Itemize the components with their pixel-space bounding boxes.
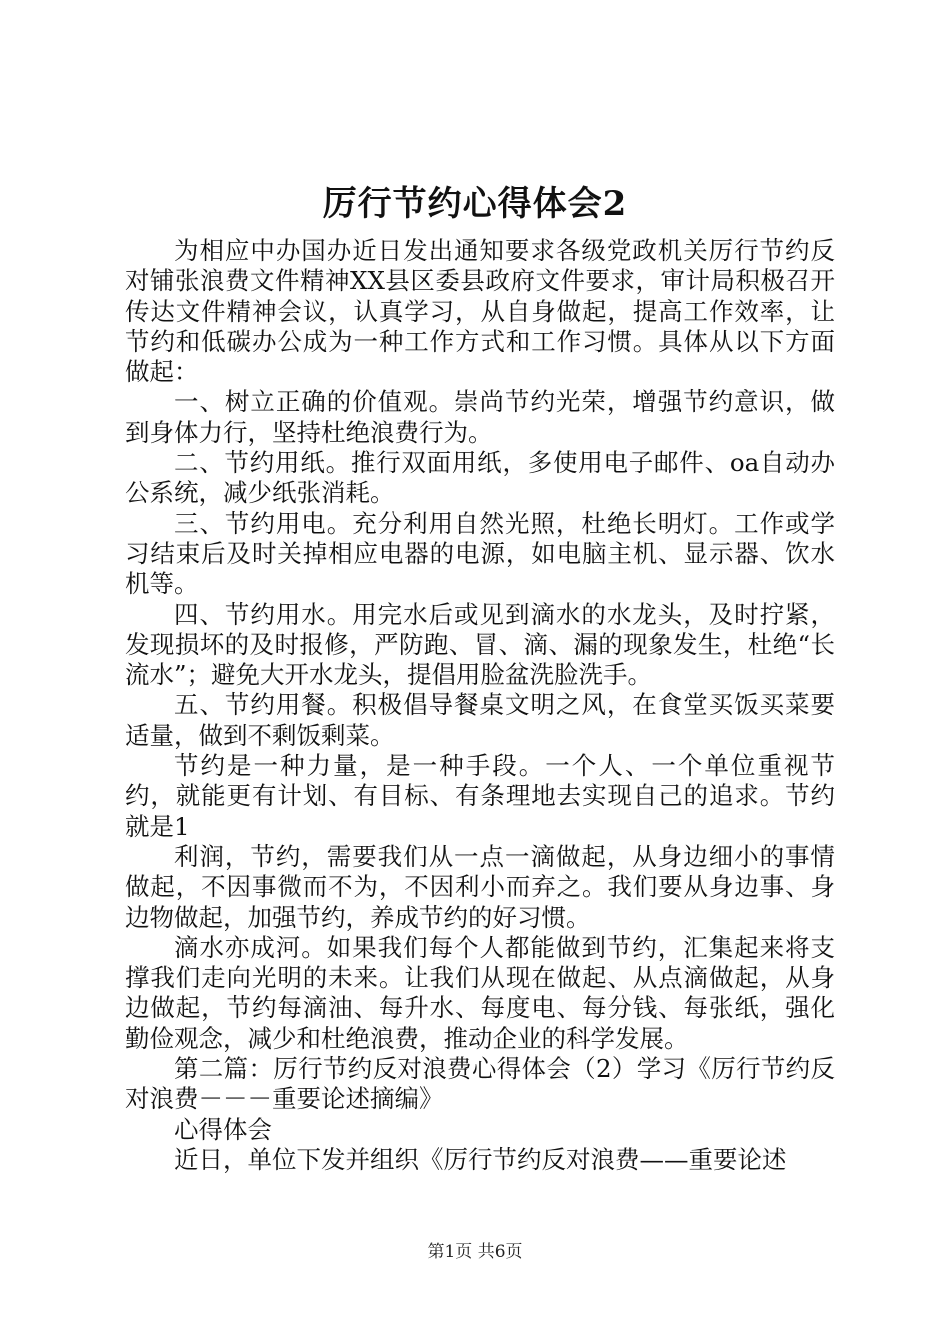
paragraph: 节约是一种力量，是一种手段。一个人、一个单位重视节约，就能更有计划、有目标、有条理地去实现自己的追求。节约就是1 — [125, 751, 835, 841]
paragraph: 为相应中办国办近日发出通知要求各级党政机关厉行节约反对铺张浪费文件精神XX县区委县政府文件要求，审计局积极召开传达文件精神会议，认真学习，从自身做起，提高工作效率，让节约和低碳办公成为一种工作方式和工作习惯。具体从以下方面做起： — [125, 236, 835, 387]
paragraph: 近日，单位下发并组织《厉行节约反对浪费——重要论述 — [174, 1144, 787, 1174]
paragraph: 一、树立正确的价值观。崇尚节约光荣，增强节约意识，做到身体力行，坚持杜绝浪费行为。 — [125, 387, 835, 447]
paragraph: 五、节约用餐。积极倡导餐桌文明之风，在食堂买饭买菜要适量，做到不剩饭剩菜。 — [125, 690, 835, 750]
paragraph: 滴水亦成河。如果我们每个人都能做到节约，汇集起来将支撑我们走向光明的未来。让我们从现在做起、从点滴做起，从身边做起，节约每滴油、每升水、每度电、每分钱、每张纸，强化勤俭观念，减少和杜绝浪费，推动企业的科学发展。 — [125, 932, 835, 1053]
document-title: 厉行节约心得体会2 — [322, 184, 628, 224]
paragraph: 心得体会 — [174, 1114, 272, 1144]
document-body — [125, 236, 835, 1175]
section-heading: 第二篇：厉行节约反对浪费心得体会（2）学习《厉行节约反对浪费－－－重要论述摘编》 — [125, 1054, 835, 1114]
paragraph: 四、节约用水。用完水后或见到滴水的水龙头，及时拧紧，发现损坏的及时报修，严防跑、冒、滴、漏的现象发生，杜绝“长流水”；避免大开水龙头，提倡用脸盆洗脸洗手。 — [125, 599, 835, 690]
paragraph: 三、节约用电。充分利用自然光照，杜绝长明灯。工作或学习结束后及时关掉相应电器的电源，如电脑主机、显示器、饮水机等。 — [125, 508, 835, 599]
paragraph: 二、节约用纸。推行双面用纸，多使用电子邮件、oa自动办公系统，减少纸张消耗。 — [125, 448, 835, 508]
paragraph: 利润，节约，需要我们从一点一滴做起，从身边细小的事情做起，不因事微而不为，不因利小而弃之。我们要从身边事、身边物做起，加强节约，养成节约的好习惯。 — [125, 841, 835, 932]
page-number-footer: 第1页 共6页 — [427, 1242, 523, 1262]
